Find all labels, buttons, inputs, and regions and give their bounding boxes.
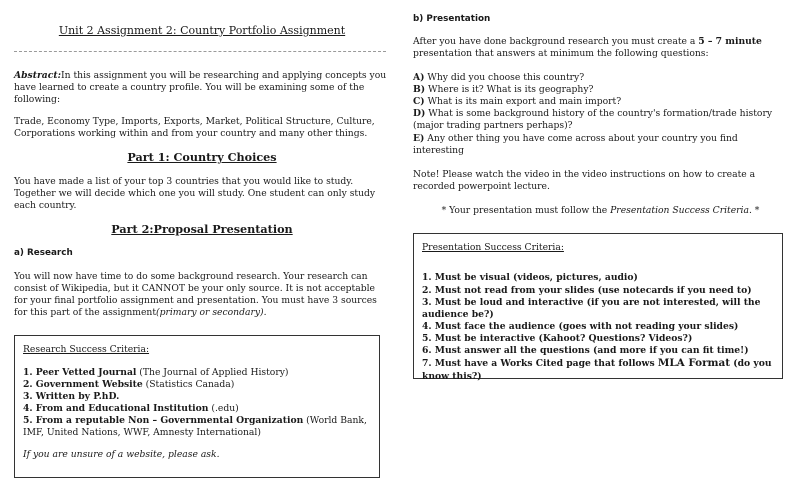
right-column <box>413 0 788 383</box>
intro-duration: 5 – 7 minute <box>698 35 762 47</box>
presentation-criteria-item: 2. Must not read from your slides (use notecards if you need to) <box>422 284 752 296</box>
presentation-criteria-item: 4. Must face the audience (goes with not reading your slides) <box>422 321 739 332</box>
video-note: Note! Please watch the video in the video instructions on how to create a recorded powerpoint lecture. <box>413 168 756 193</box>
research-criteria-title: Research Success Criteria: <box>23 344 150 356</box>
question-item <box>413 108 788 132</box>
page-title: Unit 2 Assignment 2: Country Portfolio Assignment <box>58 24 346 37</box>
abstract-paragraph <box>14 70 390 106</box>
research-criteria-item <box>23 403 371 415</box>
part1-text: You have made a list of your top 3 countries that you would like to study. Together we will decide which one you will study. One student can only study each country. <box>14 176 376 212</box>
research-criteria-list <box>23 367 371 440</box>
presentation-criteria-item: 1. Must be visual (videos, pictures, audio) <box>422 272 638 284</box>
question-letter: C) <box>413 96 425 108</box>
criteria-item-bold: 3. Written by P.hD. <box>23 390 120 402</box>
abstract-text: In this assignment you will be researching and applying concepts you have learned to create a country profile. You will be examining some of the following: <box>14 69 387 105</box>
criteria-item-detail: (World Bank, IMF, United Nations, WWF, Amnesty International) <box>23 415 367 439</box>
item7-start: 7. Must have a Works Cited page that follows <box>422 358 658 370</box>
presentation-criteria-list <box>422 272 774 383</box>
question-letter: D) <box>413 108 426 120</box>
research-heading: a) Research <box>14 248 73 259</box>
research-criteria-item <box>23 415 371 439</box>
criteria-item-detail: (The Journal of Applied History) <box>136 366 289 378</box>
research-criteria-box <box>14 335 380 478</box>
presentation-intro <box>413 36 788 60</box>
intro-start: After you have done background research you must create a <box>413 35 699 47</box>
research-text-italic: (primary or secondary) <box>156 307 264 319</box>
research-paragraph <box>14 271 390 320</box>
item7-end: (do you know this?) <box>422 358 772 383</box>
research-text-end: . <box>263 307 267 319</box>
question-letter: A) <box>413 71 425 83</box>
research-box-note: If you are unsure of a website, please ask. <box>23 449 220 461</box>
criteria-item-detail: (Statistics Canada) <box>142 378 235 390</box>
research-criteria-item <box>23 367 371 379</box>
criteria-item-detail: (.edu) <box>208 402 239 414</box>
presentation-heading: b) Presentation <box>413 14 491 24</box>
criteria-reminder <box>413 205 788 217</box>
topics-paragraph: Trade, Economy Type, Imports, Exports, Market, Political Structure, Culture, Corporations working within and from your country and many other things. <box>14 115 375 140</box>
question-item <box>413 72 788 84</box>
research-text: You will now have time to do some background research. Your research can consist of Wikipedia, but it CANNOT be your only source. It is not acceptable for your final portfolio assignment and presentation. You must have 3 sources for this part of the assignment <box>14 270 377 319</box>
presentation-criteria-item <box>422 357 774 383</box>
reminder-end: * <box>751 205 760 217</box>
criteria-item-bold: 1. Peer Vetted Journal <box>23 366 137 378</box>
criteria-item-bold: 2. Government Website <box>23 378 143 390</box>
reminder-italic: Presentation Success Criteria. <box>610 205 752 217</box>
research-criteria-item <box>23 391 371 403</box>
reminder-start: * Your presentation must follow the <box>441 205 611 217</box>
mla-format-label: MLA Format <box>657 357 731 370</box>
question-item <box>413 84 788 96</box>
question-text: Why did you choose this country? <box>424 71 585 83</box>
questions-list <box>413 72 788 157</box>
question-text: Where is it? What is its geography? <box>425 84 594 96</box>
part1-heading: Part 1: Country Choices <box>127 150 277 165</box>
presentation-criteria-title: Presentation Success Criteria: <box>422 242 564 254</box>
question-letter: E) <box>413 132 425 144</box>
question-item <box>413 96 788 108</box>
question-letter: B) <box>413 84 426 96</box>
question-text: Any other thing you have come across about your country you find interesting <box>413 132 738 156</box>
intro-end: presentation that answers at minimum the following questions: <box>413 47 709 59</box>
question-text: What is its main export and main import? <box>424 96 622 108</box>
criteria-item-bold: 5. From a reputable Non – Governmental Organization <box>23 415 304 427</box>
criteria-item-bold: 4. From and Educational Institution <box>23 402 209 414</box>
question-item <box>413 133 788 157</box>
presentation-criteria-item: 6. Must answer all the questions (and more if you can fit time!) <box>422 345 749 357</box>
presentation-criteria-item: 5. Must be interactive (Kahoot? Questions? Videos?) <box>422 333 693 345</box>
presentation-criteria-item: 3. Must be loud and interactive (if you are not interested, will the audience be?) <box>422 296 761 320</box>
dashed-divider <box>14 51 386 52</box>
part2-heading: Part 2:Proposal Presentation <box>111 222 293 237</box>
presentation-criteria-box <box>413 233 783 383</box>
left-column <box>14 0 390 478</box>
question-text: What is some background history of the country's formation/trade history (major trading partners perhaps)? <box>413 108 773 132</box>
research-criteria-item <box>23 379 371 391</box>
abstract-label: Abstract: <box>14 69 61 81</box>
